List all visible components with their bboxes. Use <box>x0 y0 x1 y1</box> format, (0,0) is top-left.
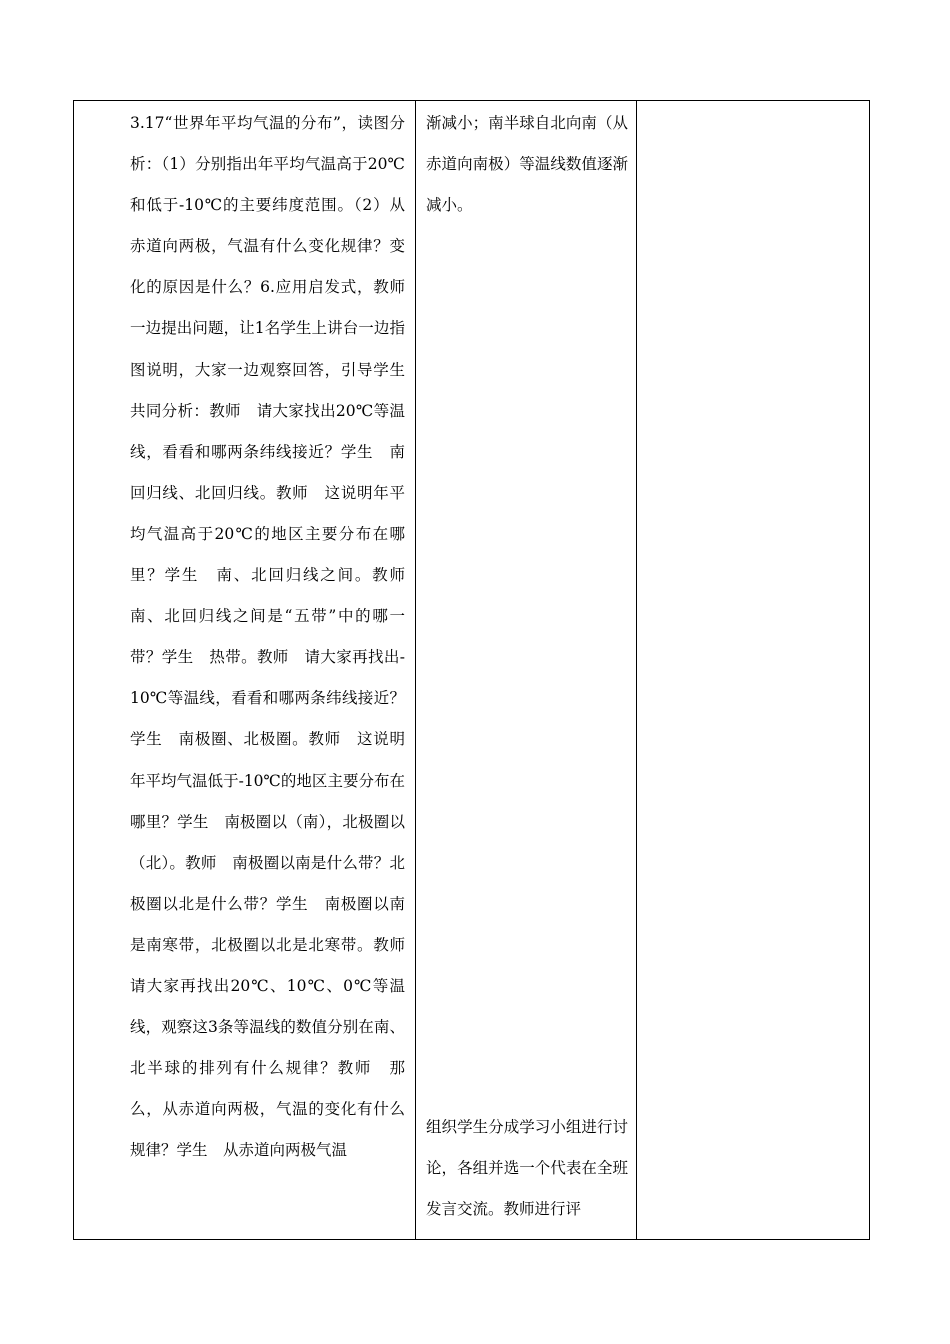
notes-cell <box>637 101 870 1240</box>
table-row <box>74 101 870 1240</box>
student-activity-text-top: 渐减小；南半球自北向南（从赤道向南极）等温线数值逐渐减小。 <box>426 114 628 215</box>
lesson-plan-table <box>73 100 870 1240</box>
student-activity-cell <box>416 101 637 1240</box>
teaching-process-text: 3.17“世界年平均气温的分布”，读图分析：（1）分别指出年平均气温高于20℃和低于-10℃的主要纬度范围。（2）从赤道向两极，气温有什么变化规律？变化的原因是什么？6.应用启发式，教师一边提出问题，让1名学生上讲台一边指图说明，大家一边观察回答，引导学生共同分析：教师 请大家找出20℃等温线，看看和哪两条纬线接近？学生 南回归线、北回归线。教师 这说明年平均气温高于20℃的地区主要分布在哪里？学生 南、北回归线之间。教师 南、北回归线之间是“五带”中的哪一带？学生 热带。教师 请大家再找出-10℃等温线，看看和哪两条纬线接近？学生 南极圈、北极圈。教师 这说明年平均气温低于-10℃的地区主要分布在哪里？学生 南极圈以（南），北极圈以（北）。教师 南极圈以南是什么带？北极圈以北是什么带？学生 南极圈以南是南寒带，北极圈以北是北寒带。教师 请大家再找出20℃、10℃、0℃等温线，观察这3条等温线的数值分别在南、北半球的排列有什么规律？教师 那么，从赤道向两极，气温的变化有什么规律？学生 从赤道向两极气温 <box>130 114 421 1160</box>
teaching-process-cell <box>74 101 421 1240</box>
student-activity-text-bottom: 组织学生分成学习小组进行讨论，各组并选一个代表在全班发言交流。教师进行评 <box>426 1118 628 1219</box>
